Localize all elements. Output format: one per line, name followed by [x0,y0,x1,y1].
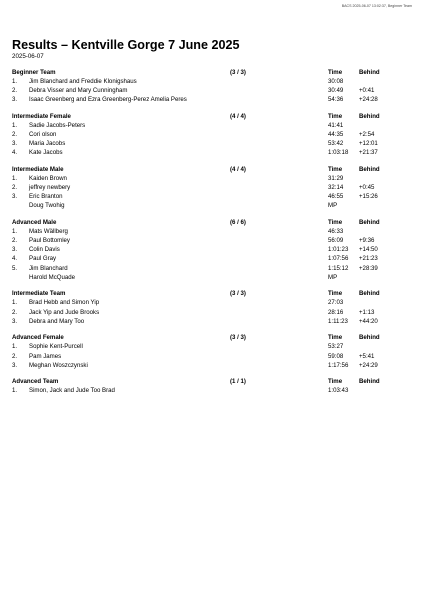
category-name: Intermediate Team [12,290,66,298]
competitor-name: Cori olson [29,131,57,139]
result-position: 1. [12,387,18,395]
result-time: 54:36 [328,96,344,104]
result-position: 3. [12,140,18,148]
result-position: 3. [12,193,18,201]
competitor-name: Jim Blanchard [29,264,68,272]
behind-column-header: Behind [359,334,380,342]
result-row [12,139,412,148]
result-behind: +44:20 [359,317,378,325]
result-behind: +9:36 [359,237,375,245]
result-time: 1:03:18 [328,149,349,157]
result-position: 4. [12,149,18,157]
competitor-name: Maria Jacobs [29,140,66,148]
result-row [12,236,412,245]
competitor-name: Kaiden Brown [29,175,67,183]
category-section [12,165,412,210]
category-header [12,165,412,174]
result-row [12,130,412,139]
behind-column-header: Behind [359,378,380,386]
time-column-header: Time [328,166,343,174]
competitor-name: Simon, Jack and Jude Too Brad [29,387,115,395]
competitor-name: Meghan Woszczynski [29,361,88,369]
result-behind: +2:54 [359,131,375,139]
result-position: 2. [12,308,18,316]
result-row [12,273,412,282]
result-position: 2. [12,184,18,192]
result-behind: +21:23 [359,255,378,263]
result-time: 1:11:23 [328,317,348,325]
result-behind: +24:28 [359,96,378,104]
result-position: 2. [12,87,18,95]
category-count: (3 / 3) [230,334,246,342]
competitor-name: Debra and Mary Too [29,317,85,325]
result-position: 1. [12,122,18,130]
result-behind: +12:01 [359,140,378,148]
result-position: 2. [12,352,18,360]
competitor-name: Kate Jacobs [29,149,63,157]
result-row [12,201,412,210]
competitor-name: Paul Bottomley [29,237,70,245]
category-name: Advanced Male [12,219,57,227]
category-count: (4 / 4) [230,166,246,174]
result-time: MP [328,202,338,210]
result-row [12,245,412,254]
time-column-header: Time [328,290,343,298]
category-name: Advanced Female [12,334,64,342]
competitor-name: Sadie Jacobs-Peters [29,122,86,130]
page-title: Results – Kentville Gorge 7 June 2025 [12,38,240,52]
competitor-name: Jack Yip and Jude Brooks [29,308,100,316]
result-row [12,77,412,86]
result-time: 44:35 [328,131,344,139]
category-name: Intermediate Female [12,112,71,120]
result-position: 1. [12,78,18,86]
result-behind: +15:26 [359,193,378,201]
result-behind: +21:37 [359,149,378,157]
category-spacer [12,370,412,378]
result-position: 3. [12,317,18,325]
competitor-name: Isaac Greenberg and Ezra Greenberg-Perez Amelia Peres [29,96,187,104]
category-section [12,218,412,282]
category-header [12,218,412,227]
result-position: 1. [12,299,18,307]
result-time: 46:33 [328,228,344,236]
page-header-note: BACS 2025-06-07 13:02:37, Beginner Team [341,4,412,8]
category-count: (6 / 6) [230,219,246,227]
result-time: 53:42 [328,140,344,148]
competitor-name: Eric Branton [29,193,63,201]
category-spacer [12,104,412,112]
results-list [12,68,412,395]
result-row [12,317,412,326]
category-section [12,333,412,369]
competitor-name: Colin Davis [29,246,60,254]
result-position: 1. [12,175,18,183]
category-spacer [12,211,412,219]
category-count: (1 / 1) [230,378,246,386]
category-section [12,289,412,325]
category-section [12,377,412,395]
result-row [12,342,412,351]
category-header [12,333,412,342]
result-time: 31:29 [328,175,344,183]
category-count: (3 / 3) [230,290,246,298]
result-time: 27:03 [328,299,344,307]
result-row [12,174,412,183]
result-row [12,148,412,157]
competitor-name: Brad Hebb and Simon Yip [29,299,100,307]
event-date: 2025-06-07 [12,53,44,60]
result-row [12,352,412,361]
result-position: 3. [12,246,18,254]
result-row [12,192,412,201]
result-position: 5. [12,264,18,272]
result-behind: +24:29 [359,361,378,369]
result-time: 53:27 [328,343,344,351]
result-behind: +5:41 [359,352,375,360]
result-position: 2. [12,131,18,139]
result-position: 4. [12,255,18,263]
result-row [12,361,412,370]
result-time: 46:55 [328,193,344,201]
category-section [12,68,412,104]
competitor-name: Doug Twohig [29,202,65,210]
competitor-name: Sophie Kent-Purcell [29,343,83,351]
competitor-name: Harold McQuade [29,273,76,281]
result-row [12,95,412,104]
category-name: Beginner Team [12,69,56,76]
result-time: 1:17:56 [328,361,349,369]
time-column-header: Time [328,334,343,342]
result-behind: +0:41 [359,87,375,95]
competitor-name: Pam James [29,352,62,360]
result-row [12,227,412,236]
result-row [12,308,412,317]
category-section [12,112,412,157]
result-position: 3. [12,361,18,369]
result-row [12,121,412,130]
result-time: 1:15:12 [328,264,349,272]
category-header [12,377,412,386]
category-header [12,289,412,298]
result-time: 1:03:43 [328,387,349,395]
category-header [12,112,412,121]
category-spacer [12,157,412,165]
result-time: 56:09 [328,237,344,245]
time-column-header: Time [328,69,343,76]
result-time: 41:41 [328,122,344,130]
result-behind: +1:13 [359,308,375,316]
behind-column-header: Behind [359,219,380,227]
category-name: Advanced Team [12,378,59,386]
result-row [12,86,412,95]
category-name: Intermediate Male [12,166,64,174]
result-position: 1. [12,343,18,351]
result-time: 59:08 [328,352,344,360]
competitor-name: Debra Visser and Mary Cunningham [29,87,128,95]
competitor-name: Paul Gray [29,255,57,263]
category-spacer [12,326,412,334]
behind-column-header: Behind [359,112,380,120]
result-row [12,264,412,273]
result-position: 3. [12,96,18,104]
behind-column-header: Behind [359,290,380,298]
competitor-name: Mats Wällberg [29,228,68,236]
category-spacer [12,282,412,290]
result-row [12,254,412,263]
result-time: 28:16 [328,308,344,316]
result-row [12,183,412,192]
result-time: 1:01:23 [328,246,349,254]
result-behind: +14:50 [359,246,378,254]
result-behind: +28:39 [359,264,378,272]
result-time: 1:07:56 [328,255,349,263]
result-row [12,386,412,395]
result-row [12,298,412,307]
result-time: MP [328,273,338,281]
result-time: 30:49 [328,87,344,95]
result-time: 32:14 [328,184,344,192]
result-time: 30:08 [328,78,344,86]
result-position: 1. [12,228,18,236]
category-count: (4 / 4) [230,112,246,120]
competitor-name: jeffrey newbery [29,184,71,192]
time-column-header: Time [328,378,343,386]
category-header [12,68,412,77]
result-position: 2. [12,237,18,245]
behind-column-header: Behind [359,166,380,174]
result-behind: +0:45 [359,184,375,192]
competitor-name: Jim Blanchard and Freddie Klonigshaus [29,78,137,86]
behind-column-header: Behind [359,69,380,76]
time-column-header: Time [328,219,343,227]
category-count: (3 / 3) [230,69,246,76]
time-column-header: Time [328,112,343,120]
